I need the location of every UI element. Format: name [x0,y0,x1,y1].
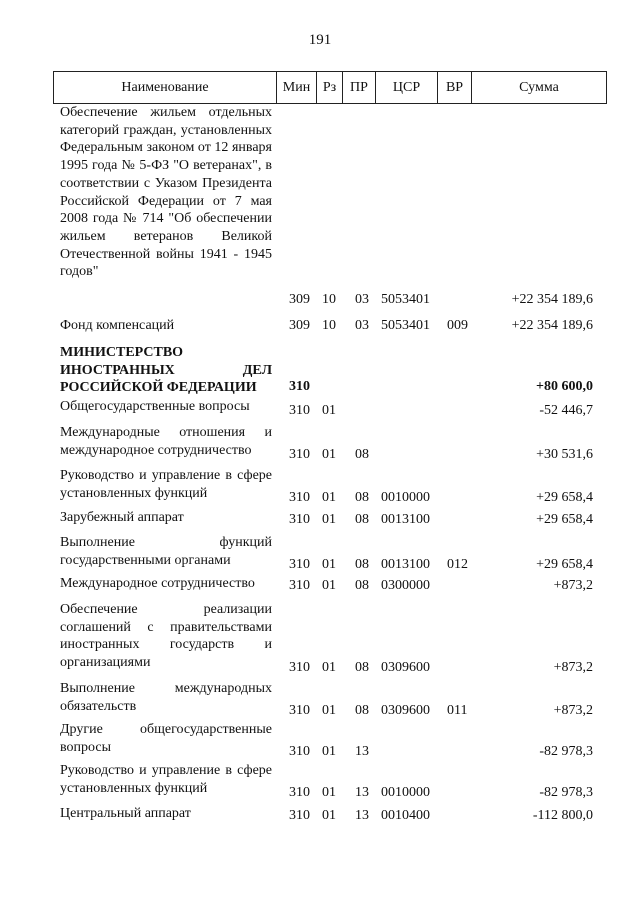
table-row [0,424,640,464]
row-csr: 0309600 [381,703,430,718]
row-name: Другие общегосударственные вопросы [60,722,272,755]
row-rz: 01 [322,557,336,572]
row-rz: 01 [322,578,336,593]
row-min: 310 [289,403,310,418]
row-rz: 01 [322,660,336,675]
row-min: 310 [289,808,310,823]
row-vr: 009 [447,318,468,333]
row-sum: +29 658,4 [536,490,593,505]
row-name: Руководство и управление в сфере установленных функций [60,763,272,796]
row-sum: +29 658,4 [536,512,593,527]
table-row [0,805,640,825]
row-name: Общегосударственные вопросы [60,399,250,414]
page-number: 191 [308,32,332,48]
row-min: 310 [289,578,310,593]
row-sum: -112 800,0 [532,808,593,823]
table-row [0,680,640,720]
row-csr: 0013100 [381,557,430,572]
row-csr: 0309600 [381,660,430,675]
row-sum: +80 600,0 [536,379,593,394]
row-sum: +873,2 [553,578,593,593]
table-row [0,509,640,529]
row-pr: 08 [355,578,369,593]
header-rz: Рз [317,72,343,103]
row-rz: 01 [322,403,336,418]
row-rz: 10 [322,292,336,307]
row-sum: +873,2 [553,703,593,718]
row-name: Выполнение международных обязательств [60,681,272,714]
row-sum: +22 354 189,6 [511,292,593,307]
row-sum: -82 978,3 [539,744,593,759]
table-row [0,721,640,761]
row-pr: 03 [355,318,369,333]
header-sum: Сумма [519,80,559,95]
row-pr: 08 [355,490,369,505]
row-pr: 13 [355,744,369,759]
row-csr: 5053401 [381,318,430,333]
row-sum: -82 978,3 [539,785,593,800]
table-row [0,344,640,396]
row-sum: +22 354 189,6 [511,318,593,333]
table-row [0,317,640,335]
row-min: 310 [289,557,310,572]
row-min: 310 [289,660,310,675]
header-pr: ПР [343,72,376,103]
row-name: Фонд компенсаций [60,318,175,333]
row-csr: 0010000 [381,490,430,505]
row-name: Обеспечение реализации соглашений с правительствами иностранных государств и организациями [60,602,272,671]
row-min: 310 [289,785,310,800]
row-rz: 01 [322,808,336,823]
row-name: Руководство и управление в сфере установленных функций [60,468,272,501]
table-row [0,104,640,309]
row-rz: 01 [322,703,336,718]
row-min: 310 [289,490,310,505]
row-min: 310 [289,512,310,527]
row-name: Международное сотрудничество [60,576,255,591]
row-pr: 03 [355,292,369,307]
row-rz: 01 [322,512,336,527]
row-name: Центральный аппарат [60,806,191,821]
row-pr: 08 [355,703,369,718]
row-rz: 01 [322,744,336,759]
row-pr: 08 [355,660,369,675]
table-row [0,762,640,802]
row-name: МИНИСТЕРСТВО ИНОСТРАННЫХ ДЕЛ РОССИЙСКОЙ ФЕДЕРАЦИИ [60,345,272,396]
row-pr: 13 [355,808,369,823]
row-name: Международные отношения и международное сотрудничество [60,425,272,458]
row-csr: 0300000 [381,578,430,593]
row-pr: 13 [355,785,369,800]
row-csr: 5053401 [381,292,430,307]
row-pr: 08 [355,512,369,527]
row-pr: 08 [355,447,369,462]
row-min: 310 [289,379,310,394]
table-row [0,398,640,420]
row-min: 309 [289,318,310,333]
row-sum: +30 531,6 [536,447,593,462]
table-row [0,534,640,574]
row-csr: 0013100 [381,512,430,527]
header-csr: ЦСР [376,72,438,103]
row-rz: 01 [322,490,336,505]
header-name: Наименование [54,72,277,103]
row-rz: 01 [322,785,336,800]
table-row [0,601,640,677]
row-name: Зарубежный аппарат [60,510,184,525]
row-sum: -52 446,7 [539,403,593,418]
row-vr: 011 [447,703,468,718]
row-min: 309 [289,292,310,307]
row-sum: +873,2 [553,660,593,675]
row-sum: +29 658,4 [536,557,593,572]
row-min: 310 [289,703,310,718]
table-header [53,71,607,104]
header-min: Мин [277,72,317,103]
row-min: 310 [289,744,310,759]
row-rz: 01 [322,447,336,462]
row-csr: 0010000 [381,785,430,800]
row-min: 310 [289,447,310,462]
table-row [0,575,640,595]
row-vr: 012 [447,557,468,572]
row-name: Обеспечение жильем отдельных категорий граждан, установленных Федеральным законом от 12 января 1995 года № 5-ФЗ "О ветеранах", в соответствии с Указом Президента Российской Федерации от 7 мая 2008 года № 714 "Об обеспечении жильем ветеранов Великой Отечественной войны 1941 - 1945 годов" [60,105,272,280]
header-vr: ВР [438,72,472,103]
row-csr: 0010400 [381,808,430,823]
row-pr: 08 [355,557,369,572]
row-name: Выполнение функций государственными органами [60,535,272,568]
row-rz: 10 [322,318,336,333]
table-row [0,467,640,507]
